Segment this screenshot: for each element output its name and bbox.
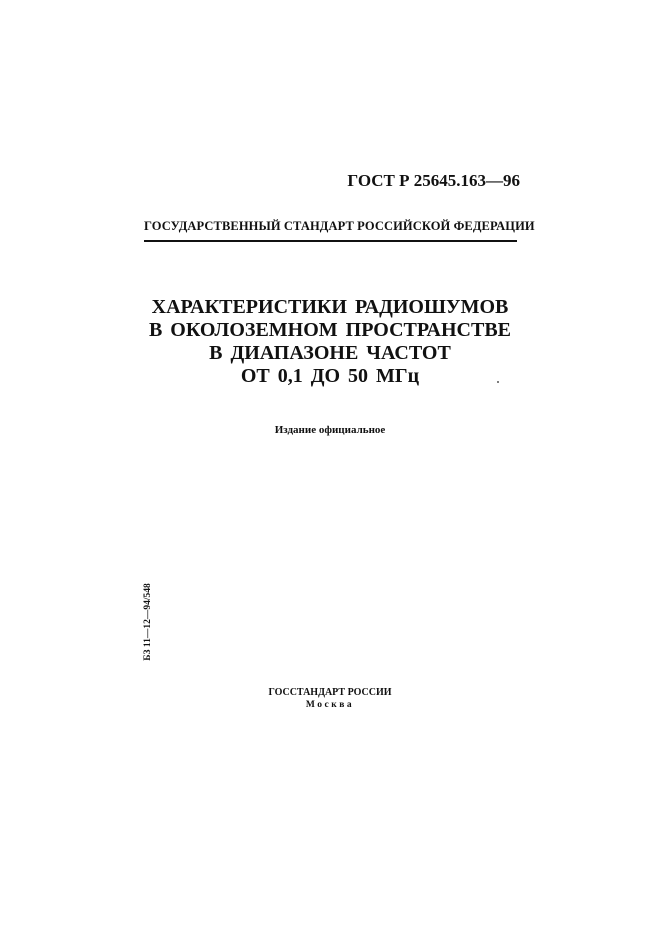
gost-number: ГОСТ Р 25645.163—96 bbox=[347, 171, 520, 190]
title-line-2: В ОКОЛОЗЕМНОМ ПРОСТРАНСТВЕ bbox=[148, 319, 512, 341]
title-line-4: ОТ 0,1 ДО 50 МГц bbox=[240, 365, 420, 387]
side-registration-code: БЗ 11—12—94/548 bbox=[143, 583, 153, 661]
title-line-3: В ДИАПАЗОНЕ ЧАСТОТ bbox=[209, 342, 451, 364]
heading-rule bbox=[144, 240, 517, 242]
publisher-city: Москва bbox=[305, 700, 355, 710]
publisher: ГОССТАНДАРТ РОССИИ bbox=[268, 687, 392, 698]
edition-note: Издание официальное bbox=[274, 424, 386, 436]
print-speck bbox=[497, 381, 499, 383]
state-standard-heading: ГОСУДАРСТВЕННЫЙ СТАНДАРТ РОССИЙСКОЙ ФЕДЕРАЦИИ bbox=[144, 219, 535, 233]
title-line-1: ХАРАКТЕРИСТИКИ РАДИОШУМОВ bbox=[151, 296, 509, 318]
document-title bbox=[140, 296, 520, 388]
